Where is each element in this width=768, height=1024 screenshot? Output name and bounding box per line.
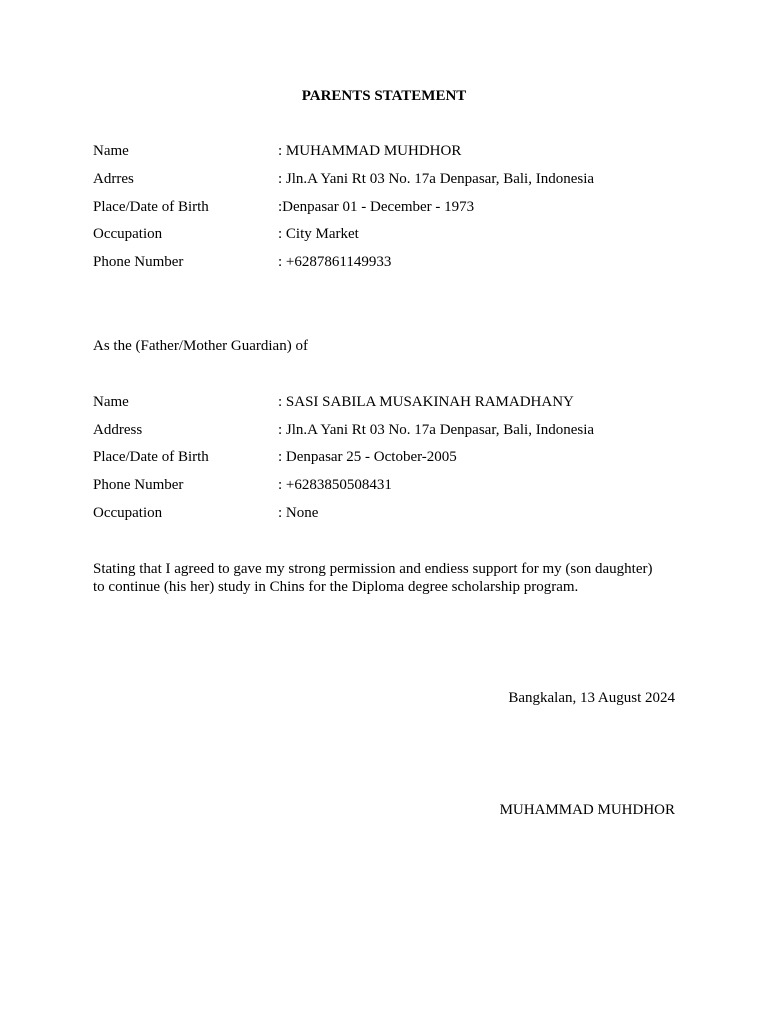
document-title: PARENTS STATEMENT <box>301 88 467 104</box>
statement-line-1: Stating that I agreed to gave my strong permission and endiess support for my (son daughter) <box>93 561 653 577</box>
parent-birth-label: Place/Date of Birth <box>93 199 209 215</box>
parent-name-label: Name <box>93 143 129 159</box>
parent-phone-value: : +6287861149933 <box>278 254 392 270</box>
child-phone-value: : +6283850508431 <box>278 477 392 493</box>
child-phone-label: Phone Number <box>93 477 184 493</box>
parent-phone-label: Phone Number <box>93 254 184 270</box>
child-address-label: Address <box>93 422 143 438</box>
child-address-value: : Jln.A Yani Rt 03 No. 17a Denpasar, Bali, Indonesia <box>278 422 595 438</box>
parent-occupation-value: : City Market <box>278 226 359 242</box>
child-name-label: Name <box>93 394 129 410</box>
signatory-name: MUHAMMAD MUHDHOR <box>499 802 675 818</box>
parent-birth-value: :Denpasar 01 - December - 1973 <box>278 199 475 215</box>
child-occupation-label: Occupation <box>93 505 163 521</box>
parent-address-label: Adrres <box>93 171 134 187</box>
parent-address-value: : Jln.A Yani Rt 03 No. 17a Denpasar, Bali, Indonesia <box>278 171 595 187</box>
relation-text: As the (Father/Mother Guardian) of <box>93 338 308 354</box>
child-birth-label: Place/Date of Birth <box>93 449 209 465</box>
statement-line-2: to continue (his her) study in Chins for the Diploma degree scholarship program. <box>93 579 579 595</box>
parent-name-value: : MUHAMMAD MUHDHOR <box>278 143 462 159</box>
child-birth-value: : Denpasar 25 - October-2005 <box>278 449 457 465</box>
child-occupation-value: : None <box>278 505 319 521</box>
parent-occupation-label: Occupation <box>93 226 163 242</box>
child-name-value: : SASI SABILA MUSAKINAH RAMADHANY <box>278 394 574 410</box>
place-date: Bangkalan, 13 August 2024 <box>508 690 675 706</box>
